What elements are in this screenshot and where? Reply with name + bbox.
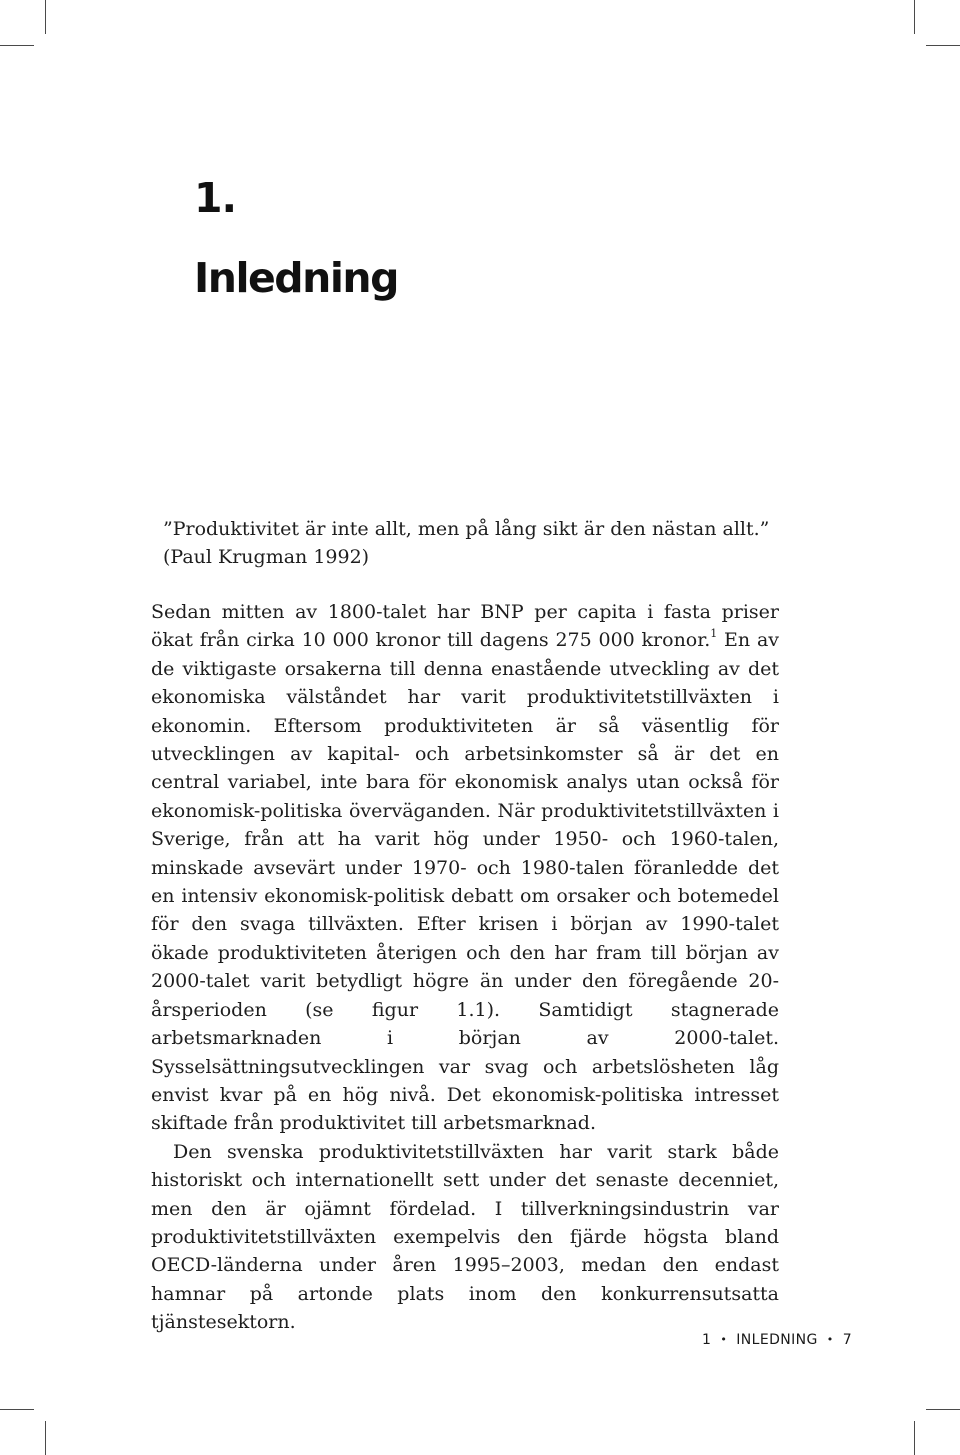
crop-mark-top-right [914,0,915,34]
crop-mark-bottom-left [0,1409,34,1410]
crop-mark-top-right [926,45,960,46]
running-footer [702,1332,852,1348]
chapter-title: Inledning [194,254,398,302]
crop-mark-bottom-right [914,1421,915,1455]
page-number: 7 [842,1332,852,1348]
crop-mark-top-left [45,0,46,34]
paragraph-2: Den svenska produktivitetstillväxten har varit stark både historiskt och internationellt sett under det senaste decenniet, men den är ojämnt fördelad. I tillverkningsindustrin var produktivitetstillväxten exempelvis den fjärde högsta bland OECD-länderna under åren 1995–2003, medan den endast hamnar på artonde plats inom den konkurrensutsatta tjänstesektorn. [151,1140,779,1334]
crop-mark-bottom-left [45,1421,46,1455]
epigraph-attribution: (Paul Krugman 1992) [163,546,370,569]
paragraph-1 [151,598,779,1138]
epigraph-quote: ”Produktivitet är inte allt, men på lång sikt är den nästan allt.” [163,518,770,540]
footer-bullet: • [720,1333,728,1346]
crop-mark-top-left [0,45,34,46]
footer-chapter-number: 1 [702,1332,712,1348]
footnote-marker: 1 [710,627,718,641]
footer-bullet: • [826,1333,834,1346]
body-text [151,598,779,1337]
paragraph-1-start: Sedan mitten av 1800-talet har BNP per capita i fasta priser ökat från cirka 10 000 kronor till dagens 275 000 kronor. [151,601,779,652]
footer-section-title: INLEDNING [736,1332,818,1348]
crop-mark-bottom-right [926,1409,960,1410]
epigraph [163,515,783,572]
chapter-number: 1. [194,174,237,222]
paragraph-1-rest: En av de viktigaste orsakerna till denna enastående utveckling av det ekonomiska välståndet har varit produktivitetstillväxten i ekonomin. Eftersom produktiviteten är så väsentlig för utvecklingen av kapital- och arbetsinkomster så är det en central variabel, inte bara för ekonomisk analys utan också för ekonomisk-politiska överväganden. När produktivitetstillväxten i Sverige, från att ha varit hög under 1950- och 1960-talen, minskade avsevärt under 1970- och 1980-talen föranledde det en intensiv ekonomisk-politisk debatt om orsaker och botemedel för den svaga tillväxten. Efter krisen i början av 1990-talet ökade produktiviteten återigen och den har fram till början av 2000-talet varit betydligt högre än under den föregående 20-årsperioden (se figur 1.1). Samtidigt stagnerade arbetsmarknaden i början av 2000-talet. Sysselsättningsutvecklingen var svag och arbetslösheten låg envist kvar på en hög nivå. Det ekonomisk-politiska intresset skiftade från produktivitet till arbetsmarknad. [151,629,780,1135]
